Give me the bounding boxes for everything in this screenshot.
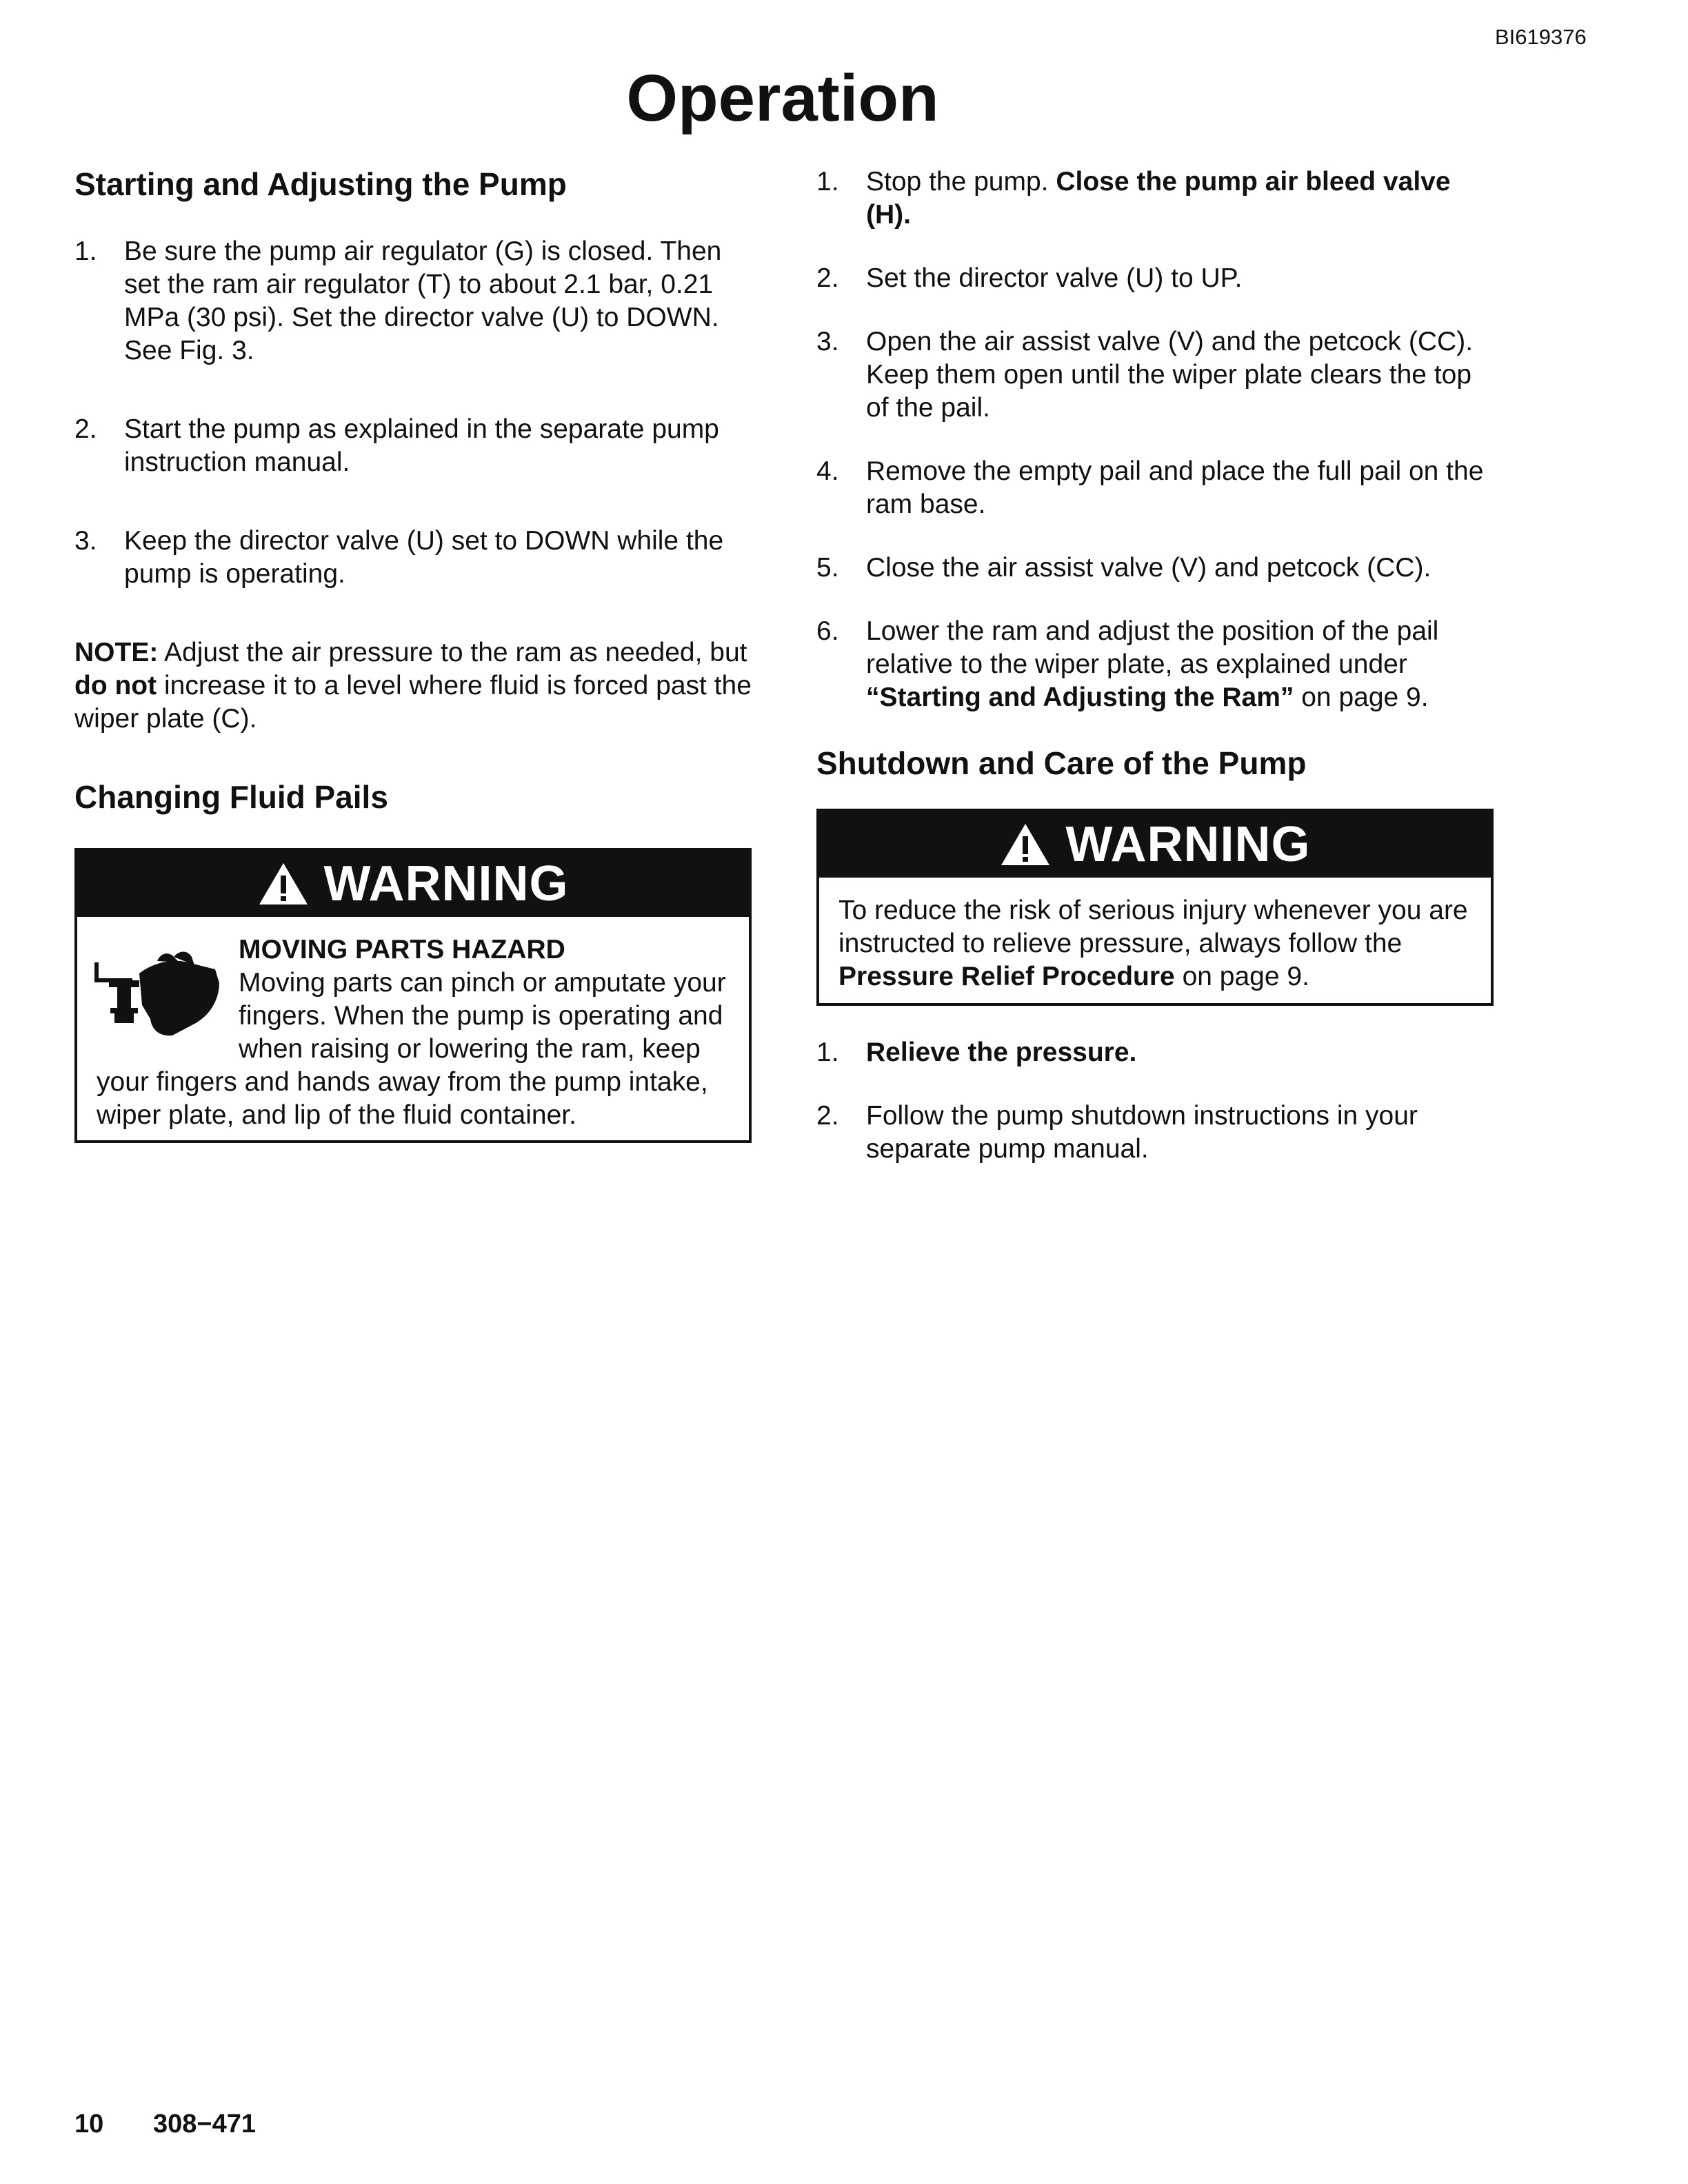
step-text-bold: Close the pump air bleed valve (H). bbox=[866, 167, 1451, 230]
list-item bbox=[816, 325, 1499, 425]
note-label: NOTE: bbox=[74, 638, 159, 668]
changing-steps-list bbox=[816, 165, 1499, 714]
step-text: Start the pump as explained in the separate pump instruction manual. bbox=[124, 414, 719, 478]
shutdown-steps-list bbox=[816, 1036, 1499, 1166]
list-item bbox=[816, 1036, 1499, 1069]
warning-header bbox=[819, 811, 1491, 878]
step-text bbox=[866, 165, 1499, 232]
starting-steps-list bbox=[74, 235, 757, 591]
list-item bbox=[816, 1100, 1499, 1166]
page-title: Operation bbox=[626, 61, 939, 135]
step-text: Remove the empty pail and place the full pail on the ram base. bbox=[866, 456, 1484, 519]
step-number: 1. bbox=[816, 167, 839, 196]
cross-reference: “Starting and Adjusting the Ram” bbox=[866, 682, 1294, 712]
step-number: 3. bbox=[816, 327, 839, 356]
step-text: Open the air assist valve (V) and the petcock (CC). Keep them open until the wiper plate clears the top of the pail. bbox=[866, 327, 1474, 423]
warning-label: WARNING bbox=[1065, 817, 1311, 873]
step-text: Close the air assist valve (V) and petcock (CC). bbox=[866, 553, 1431, 583]
list-item bbox=[816, 552, 1499, 585]
page-footer bbox=[74, 2110, 256, 2139]
warning-header bbox=[77, 851, 749, 917]
page-number: 10 bbox=[74, 2110, 104, 2138]
section-heading-changing-pails: Changing Fluid Pails bbox=[74, 779, 388, 816]
document-id: BI619376 bbox=[1495, 25, 1587, 49]
procedure-reference: Pressure Relief Procedure bbox=[838, 962, 1175, 992]
step-number: 1. bbox=[74, 236, 97, 267]
moving-parts-warning-box bbox=[74, 848, 752, 1143]
step-number: 2. bbox=[74, 414, 97, 445]
list-item bbox=[816, 165, 1499, 232]
step-text-plain: Lower the ram and adjust the position of the pail relative to the wiper plate, as explained under bbox=[866, 616, 1439, 679]
warning-text: To reduce the risk of serious injury whenever you are instructed to relieve pressure, always follow the bbox=[838, 896, 1468, 959]
step-number: 5. bbox=[816, 553, 839, 583]
warning-text: on page 9. bbox=[1174, 962, 1309, 992]
step-text-plain: on page 9. bbox=[1294, 682, 1429, 712]
warning-label: WARNING bbox=[323, 856, 569, 912]
step-text: Keep the director valve (U) set to DOWN while the pump is operating. bbox=[124, 526, 724, 589]
pressure-warning-box bbox=[816, 809, 1494, 1006]
warning-body bbox=[77, 917, 749, 1140]
hazard-text: Moving parts can pinch or amputate your fingers. When the pump is operating and when raising or lowering the ram, keep your fingers and hands away from the pump intake, wiper plate, and lip of the fluid container. bbox=[97, 968, 726, 1131]
warning-triangle-icon bbox=[1000, 822, 1051, 867]
step-text bbox=[866, 615, 1499, 714]
step-number: 4. bbox=[816, 456, 839, 486]
note-paragraph bbox=[74, 636, 757, 736]
step-text: Be sure the pump air regulator (G) is closed. Then set the ram air regulator (T) to about 2.1 bar, 0.21 MPa (30 psi). Set the director valve (U) to DOWN. See Fig. 3. bbox=[124, 236, 722, 366]
list-item bbox=[74, 525, 757, 591]
step-text-bold: Relieve the pressure. bbox=[866, 1038, 1137, 1068]
warning-triangle-icon bbox=[258, 862, 309, 906]
moving-parts-hand-icon bbox=[91, 942, 226, 1052]
list-item bbox=[816, 262, 1499, 295]
note-text: Adjust the air pressure to the ram as needed, but bbox=[158, 638, 747, 668]
step-text: Set the director valve (U) to UP. bbox=[866, 263, 1243, 293]
step-text-plain: Stop the pump. bbox=[866, 167, 1056, 196]
list-item bbox=[74, 235, 757, 367]
step-number: 1. bbox=[816, 1038, 839, 1068]
step-number: 6. bbox=[816, 616, 839, 646]
note-text: increase it to a level where fluid is forced past the wiper plate (C). bbox=[74, 671, 752, 734]
step-number: 2. bbox=[816, 1101, 839, 1131]
section-heading-starting: Starting and Adjusting the Pump bbox=[74, 166, 567, 202]
step-number: 2. bbox=[816, 263, 839, 293]
step-text: Follow the pump shutdown instructions in your separate pump manual. bbox=[866, 1101, 1418, 1164]
note-emphasis: do not bbox=[74, 671, 157, 701]
hazard-title: MOVING PARTS HAZARD bbox=[239, 935, 565, 965]
list-item bbox=[816, 615, 1499, 714]
right-column bbox=[816, 165, 1499, 1196]
warning-body bbox=[819, 878, 1491, 1003]
left-column bbox=[74, 165, 757, 1143]
list-item bbox=[816, 455, 1499, 521]
step-number: 3. bbox=[74, 526, 97, 556]
step-text bbox=[866, 1036, 1499, 1069]
manual-number: 308−471 bbox=[153, 2110, 256, 2138]
section-heading-shutdown: Shutdown and Care of the Pump bbox=[816, 745, 1307, 781]
list-item bbox=[74, 413, 757, 479]
